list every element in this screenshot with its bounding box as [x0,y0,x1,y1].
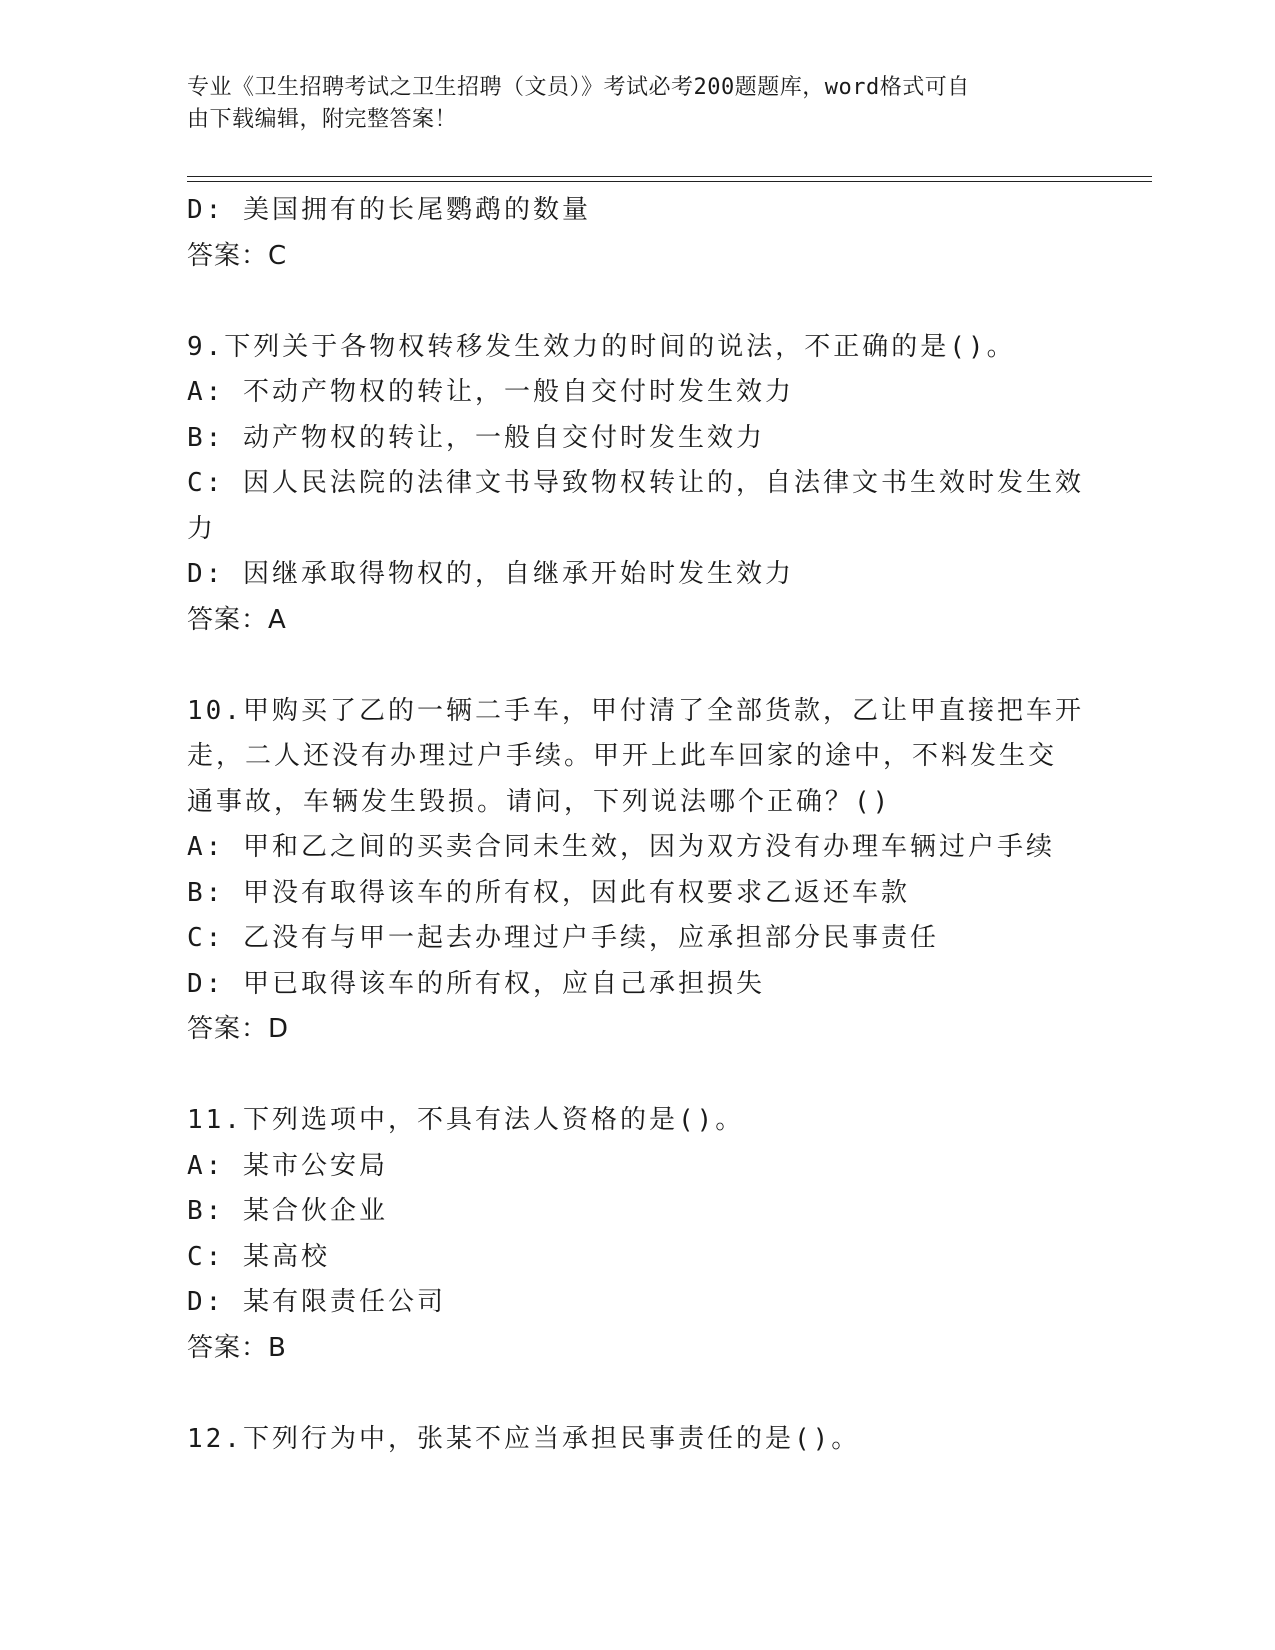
spacer [187,643,1087,689]
question-9 [187,325,1087,644]
question-text: 11.下列选项中，不具有法人资格的是()。 [187,1105,745,1135]
option-a: A: 甲和乙之间的买卖合同未生效，因为双方没有办理车辆过户手续 [187,832,1055,862]
spacer [187,1371,1087,1417]
option-d: D: 某有限责任公司 [187,1287,446,1317]
question-10 [187,689,1087,1053]
question-11 [187,1098,1087,1371]
spacer [187,279,1087,325]
header-divider-bottom [187,181,1152,182]
answer: 答案：C [187,240,288,271]
option-a: A: 不动产物权的转让，一般自交付时发生效力 [187,377,794,407]
header-line-1: 专业《卫生招聘考试之卫生招聘（文员）》考试必考200题题库，word格式可自 [187,75,970,100]
option-b: B: 甲没有取得该车的所有权，因此有权要求乙返还车款 [187,877,910,908]
answer: 答案：A [187,604,287,635]
option-c-line-1: C: 因人民法院的法律文书导致物权转让的，自法律文书生效时发生效 [187,468,1084,498]
spacer [187,1053,1087,1099]
question-text-line-2: 走，二人还没有办理过户手续。甲开上此车回家的途中，不料发生交 [187,741,1058,771]
option-b: B: 某合伙企业 [187,1196,388,1226]
option-d: D: 因继承取得物权的，自继承开始时发生效力 [187,559,794,589]
header-divider-top [187,176,1152,177]
option-a: A: 某市公安局 [187,1150,388,1181]
question-8 [187,188,1087,279]
answer: 答案：D [187,1014,290,1044]
question-text: 9.下列关于各物权转移发生效力的时间的说法，不正确的是()。 [187,331,1016,362]
option-c: C: 某高校 [187,1241,330,1272]
answer: 答案：B [187,1332,287,1363]
question-12 [187,1417,1087,1463]
option-c-line-2: 力 [187,513,217,544]
question-list [187,188,1087,1462]
option-b: B: 动产物权的转让，一般自交付时发生效力 [187,422,765,453]
option-c: C: 乙没有与甲一起去办理过户手续，应承担部分民事责任 [187,923,939,953]
option-d: D: 美国拥有的长尾鹦鹉的数量 [187,195,591,225]
question-text: 12.下列行为中，张某不应当承担民事责任的是()。 [187,1423,861,1454]
question-text-line-3: 通事故，车辆发生毁损。请问，下列说法哪个正确？() [187,786,892,817]
question-text-line-1: 10.甲购买了乙的一辆二手车，甲付清了全部货款，乙让甲直接把车开 [187,695,1084,726]
option-d: D: 甲已取得该车的所有权，应自己承担损失 [187,968,765,999]
page-header [187,72,1067,136]
header-line-2: 由下载编辑，附完整答案！ [187,107,458,132]
